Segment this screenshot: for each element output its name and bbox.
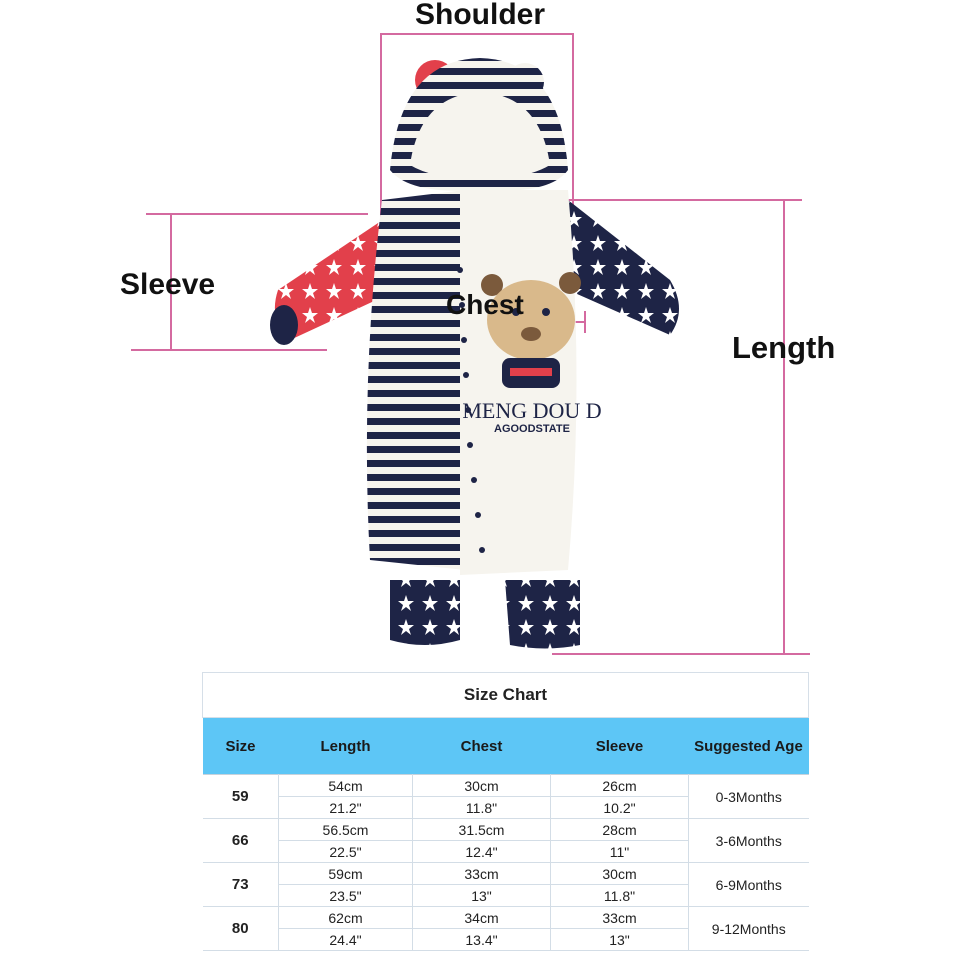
size-value: 73 [203,863,279,907]
size-chart-table [202,672,809,951]
chest-cm: 31.5cm [413,819,551,841]
age-value: 9-12Months [689,907,809,951]
header-chest: Chest [413,718,551,775]
left-cuff [270,305,298,345]
sleeve-cm: 28cm [551,819,689,841]
chest-cm: 30cm [413,775,551,797]
shoulder-guide-top [380,33,574,35]
sleeve-label: Sleeve [120,268,216,301]
table-row [203,819,809,841]
sleeve-in: 13" [551,929,689,951]
header-length: Length [279,718,413,775]
length-in: 23.5" [279,885,413,907]
shoulder-label: Shoulder [415,0,546,31]
length-in: 22.5" [279,841,413,863]
length-in: 21.2" [279,797,413,819]
print-text-main: MENG DOU D [462,398,602,423]
baby-romper-image [250,40,710,660]
size-chart-title: Size Chart [203,673,809,718]
chest-in: 11.8" [413,797,551,819]
header-size: Size [203,718,279,775]
chest-cm: 33cm [413,863,551,885]
table-row [203,907,809,929]
length-cm: 62cm [279,907,413,929]
chest-in: 13" [413,885,551,907]
sleeve-in: 11" [551,841,689,863]
size-value: 80 [203,907,279,951]
sleeve-in: 11.8" [551,885,689,907]
sleeve-cm: 30cm [551,863,689,885]
length-cm: 56.5cm [279,819,413,841]
length-cm: 59cm [279,863,413,885]
header-sleeve: Sleeve [551,718,689,775]
age-value: 6-9Months [689,863,809,907]
size-chart-header-row [203,718,809,775]
right-sleeve [568,200,679,335]
body-left-panel [367,190,465,570]
bear-ear-right [559,272,581,294]
table-row [203,775,809,797]
size-value: 66 [203,819,279,863]
right-foot [505,580,580,649]
length-guide-vertical [783,199,785,655]
sleeve-cm: 26cm [551,775,689,797]
age-value: 3-6Months [689,819,809,863]
age-value: 0-3Months [689,775,809,819]
print-text-sub: AGOODSTATE [494,423,570,435]
size-value: 59 [203,775,279,819]
sleeve-in: 10.2" [551,797,689,819]
length-cm: 54cm [279,775,413,797]
left-foot [390,580,460,645]
table-row [203,863,809,885]
length-in: 24.4" [279,929,413,951]
chest-in: 12.4" [413,841,551,863]
header-suggested-age: Suggested Age [689,718,809,775]
chest-cm: 34cm [413,907,551,929]
sleeve-cm: 33cm [551,907,689,929]
chest-in: 13.4" [413,929,551,951]
chest-label: Chest [446,289,524,320]
length-label: Length [732,330,836,365]
